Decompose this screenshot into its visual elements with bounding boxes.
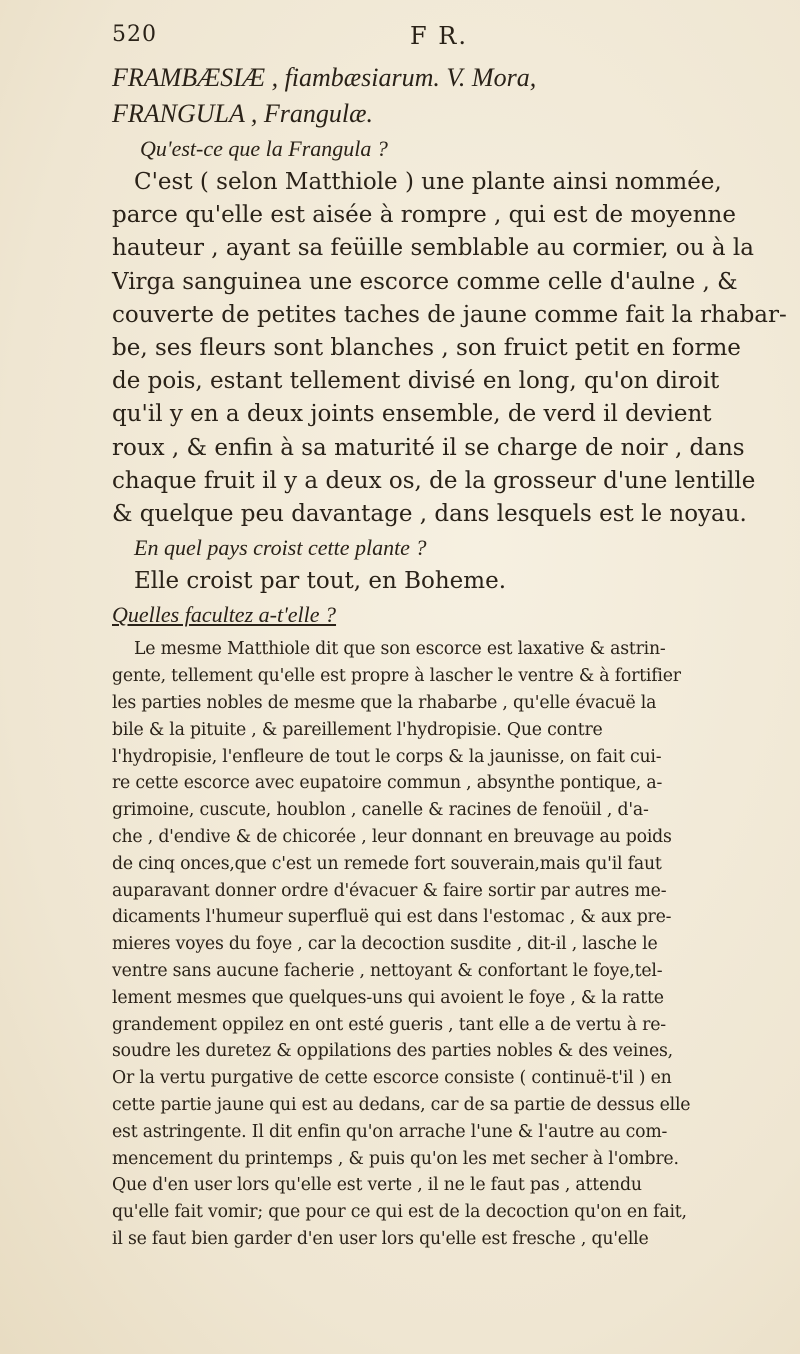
text-line: l'hydropisie, l'enfleure de tout le corps & la jaunisse, on fait cui-	[112, 746, 662, 767]
text-line: auparavant donner ordre d'évacuer & faire sortir par autres me-	[112, 880, 667, 901]
text-line: de cinq onces,que c'est un remede fort souverain,mais qu'il faut	[112, 853, 662, 874]
text-line: qu'elle fait vomir; que pour ce qui est de la decoction qu'on en fait,	[112, 1202, 687, 1223]
text-line: roux , & enfin à sa maturité il se charge de noir , dans	[112, 434, 745, 461]
text-line: mieres voyes du foye , car la decoction susdite , dit-il , lasche le	[112, 934, 658, 955]
text-line: gente, tellement qu'elle est propre à lascher le ventre & à fortifier	[112, 666, 681, 687]
text-line: C'est ( selon Matthiole ) une plante ainsi nommée,	[134, 169, 722, 195]
text-line: chaque fruit il y a deux os, de la grosseur d'une lentille	[112, 467, 756, 494]
text-line: Or la vertu purgative de cette escorce consiste ( continuë-t'il ) en	[112, 1068, 672, 1089]
text-line: couverte de petites taches de jaune comme fait la rhabar-	[112, 301, 787, 328]
text-line: ventre sans aucune facherie , nettoyant & confortant le foye,tel-	[112, 961, 663, 981]
text-line: re cette escorce avec eupatoire commun , absynthe pontique, a-	[112, 773, 663, 794]
text-line: lement mesmes que quelques-uns qui avoient le foye , & la ratte	[112, 987, 664, 1008]
paragraph-description	[112, 166, 792, 531]
text-line: les parties nobles de mesme que la rhabarbe , qu'elle évacuë la	[112, 693, 657, 714]
entry-heading-frambaesiae: FRAMBÆSIÆ , fiambæsiarum. V. Mora,	[112, 63, 537, 92]
text-line: grandement oppilez en ont esté gueris , tant elle a de vertu à re-	[112, 1014, 666, 1035]
question-what-is: Qu'est-ce que la Frangula ?	[140, 136, 388, 161]
running-head: F R.	[410, 22, 468, 50]
text-line: cette partie jaune qui est au dedans, car de sa partie de dessus elle	[112, 1094, 691, 1115]
text-line: il se faut bien garder d'en user lors qu'elle est fresche , qu'elle	[112, 1228, 649, 1249]
paragraph-faculties	[112, 636, 792, 1252]
question-faculties: Quelles facultez a-t'elle ?	[112, 602, 337, 628]
text-line: Le mesme Matthiole dit que son escorce est laxative & astrin-	[134, 639, 666, 660]
page-header	[112, 22, 762, 54]
text-line: hauteur , ayant sa feüille semblable au cormier, ou à la	[112, 235, 754, 262]
text-line: qu'il y en a deux joints ensemble, de verd il devient	[112, 401, 712, 428]
text-line: bile & la pituite , & pareillement l'hydropisie. Que contre	[112, 719, 603, 740]
question-where-grows: En quel pays croist cette plante ?	[134, 535, 427, 561]
text-line: che , d'endive & de chicorée , leur donnant en breuvage au poids	[112, 827, 672, 848]
text-line: mencement du printemps , & puis qu'on les met secher à l'ombre.	[112, 1148, 679, 1169]
page-body	[112, 60, 792, 1253]
text-line: soudre les duretez & oppilations des parties nobles & des veines,	[112, 1041, 673, 1062]
entry-heading-frangula: FRANGULA , Frangulæ.	[112, 99, 373, 128]
text-line: be, ses fleurs sont blanches , son fruict petit en forme	[112, 335, 741, 362]
text-line: dicaments l'humeur superfluë qui est dans l'estomac , & aux pre-	[112, 907, 672, 928]
paragraph-habitat: Elle croist par tout, en Boheme.	[134, 568, 507, 595]
text-line: parce qu'elle est aisée à rompre , qui est de moyenne	[112, 202, 736, 229]
page-number: 520	[112, 22, 157, 47]
text-line: est astringente. Il dit enfin qu'on arrache l'une & l'autre au com-	[112, 1121, 668, 1142]
text-line: grimoine, cuscute, houblon , canelle & racines de fenoüil , d'a-	[112, 800, 649, 821]
text-line: & quelque peu davantage , dans lesquels est le noyau.	[112, 501, 747, 528]
text-line: Que d'en user lors qu'elle est verte , il ne le faut pas , attendu	[112, 1175, 642, 1196]
text-line: Virga sanguinea une escorce comme celle d'aulne , &	[112, 268, 738, 295]
text-line: de pois, estant tellement divisé en long, qu'on diroit	[112, 368, 720, 395]
